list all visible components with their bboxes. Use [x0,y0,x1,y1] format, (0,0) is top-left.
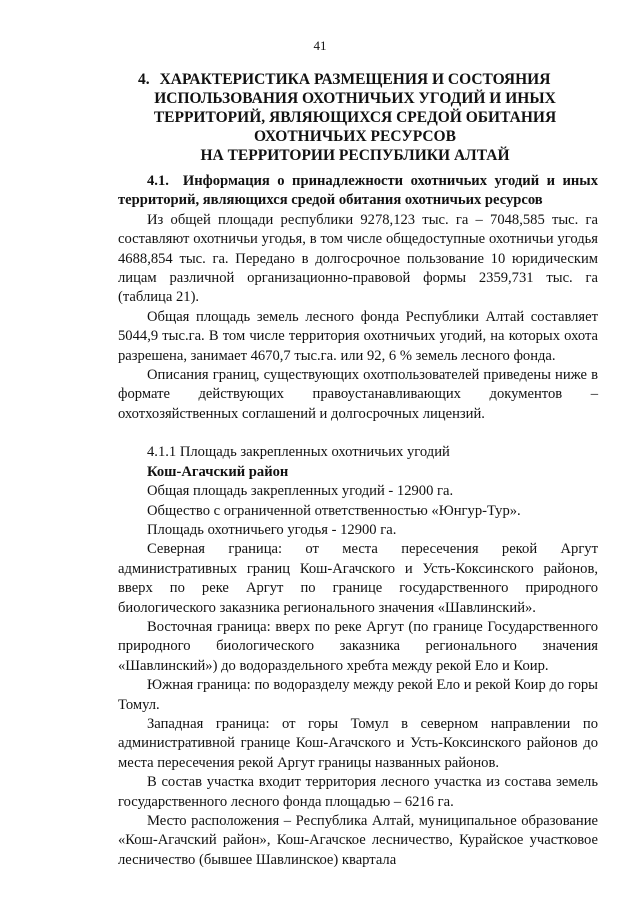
section-number: 4. [138,71,150,88]
body-paragraph: Описания границ, существующих охотпользователей приведены ниже в формате действующих правоустанавливающих документов – охотхозяйственных соглашений и долгосрочных лицензий. [118,367,598,422]
section-title-line: ОХОТНИЧЬИХ РЕСУРСОВ [254,128,456,145]
body-paragraph: Из общей площади республики 9278,123 тыс. га – 7048,585 тыс. га составляют охотничьи угодья, в том числе общедоступные охотничьи угодья 4688,854 тыс. га. Передано в долгосрочное пользование 10 юридическим лицам различной организационно-правовой формы 2359,731 тыс. га (таблица 21). [118,211,598,306]
document-body [118,172,598,870]
subsubsection-heading: 4.1.1 Площадь закрепленных охотничьих угодий [147,444,450,461]
boundary-paragraph: Западная граница: от горы Томул в северном направлении по административной границе Кош-Агачского и Усть-Коксинского районов до места пересечения рекой Аргут границы названных районов. [118,715,598,771]
body-paragraph: Общая площадь земель лесного фонда Республики Алтай составляет 5044,9 тыс.га. В том числе территория охотничьих угодий, на которых охота разрешена, занимает 4670,7 тыс.га. или 92, 6 % земель лесного фонда. [118,308,598,364]
boundary-paragraph: Северная граница: от места пересечения рекой Аргут административных границ Кош-Агачского и Усть-Коксинского районов, вверх по реке Аргут по границе государственного природного биологического заказника регионального значения «Шавлинский». [118,541,598,616]
section-title-line: ИСПОЛЬЗОВАНИЯ ОХОТНИЧЬИХ УГОДИЙ И ИНЫХ [154,90,556,107]
district-name: Кош-Агачский район [147,463,289,480]
section-title-line: НА ТЕРРИТОРИИ РЕСПУБЛИКИ АЛТАЙ [200,147,510,164]
subsection-title: Информация о принадлежности охотничьих угодий и иных территорий, являющихся средой обитания охотничьих ресурсов [118,173,598,209]
body-paragraph: Место расположения – Республика Алтай, муниципальное образование «Кош-Агачский район», Кош-Агачское лесничество, Курайское участковое лесничество (бывшее Шавлинское) квартала [118,813,598,868]
district-line: Общество с ограниченной ответственностью «Юнгур-Тур». [147,502,521,519]
boundary-paragraph: Восточная граница: вверх по реке Аргут (по границе Государственного природного биологического заказника регионального значения «Шавлинский») до водораздельного хребта между рекой Ело и Коир. [118,618,598,674]
body-paragraph: В состав участка входит территория лесного участка из состава земель государственного лесного фонда площадью – 6216 га. [118,774,598,810]
subsection-number: 4.1. [147,173,169,189]
district-line: Общая площадь закрепленных угодий - 12900 га. [147,483,454,500]
boundary-paragraph: Южная граница: по водоразделу между рекой Ело и рекой Коир до горы Томул. [118,677,598,713]
page-number: 41 [313,38,327,53]
district-line: Площадь охотничьего угодья - 12900 га. [147,521,397,538]
section-title-line: ХАРАКТЕРИСТИКА РАЗМЕЩЕНИЯ И СОСТОЯНИЯ [159,71,551,88]
subsection-heading [118,172,598,211]
section-heading [140,70,570,165]
spacer [118,424,598,443]
section-title-line: ТЕРРИТОРИЙ, ЯВЛЯЮЩИХСЯ СРЕДОЙ ОБИТАНИЯ [153,109,557,126]
